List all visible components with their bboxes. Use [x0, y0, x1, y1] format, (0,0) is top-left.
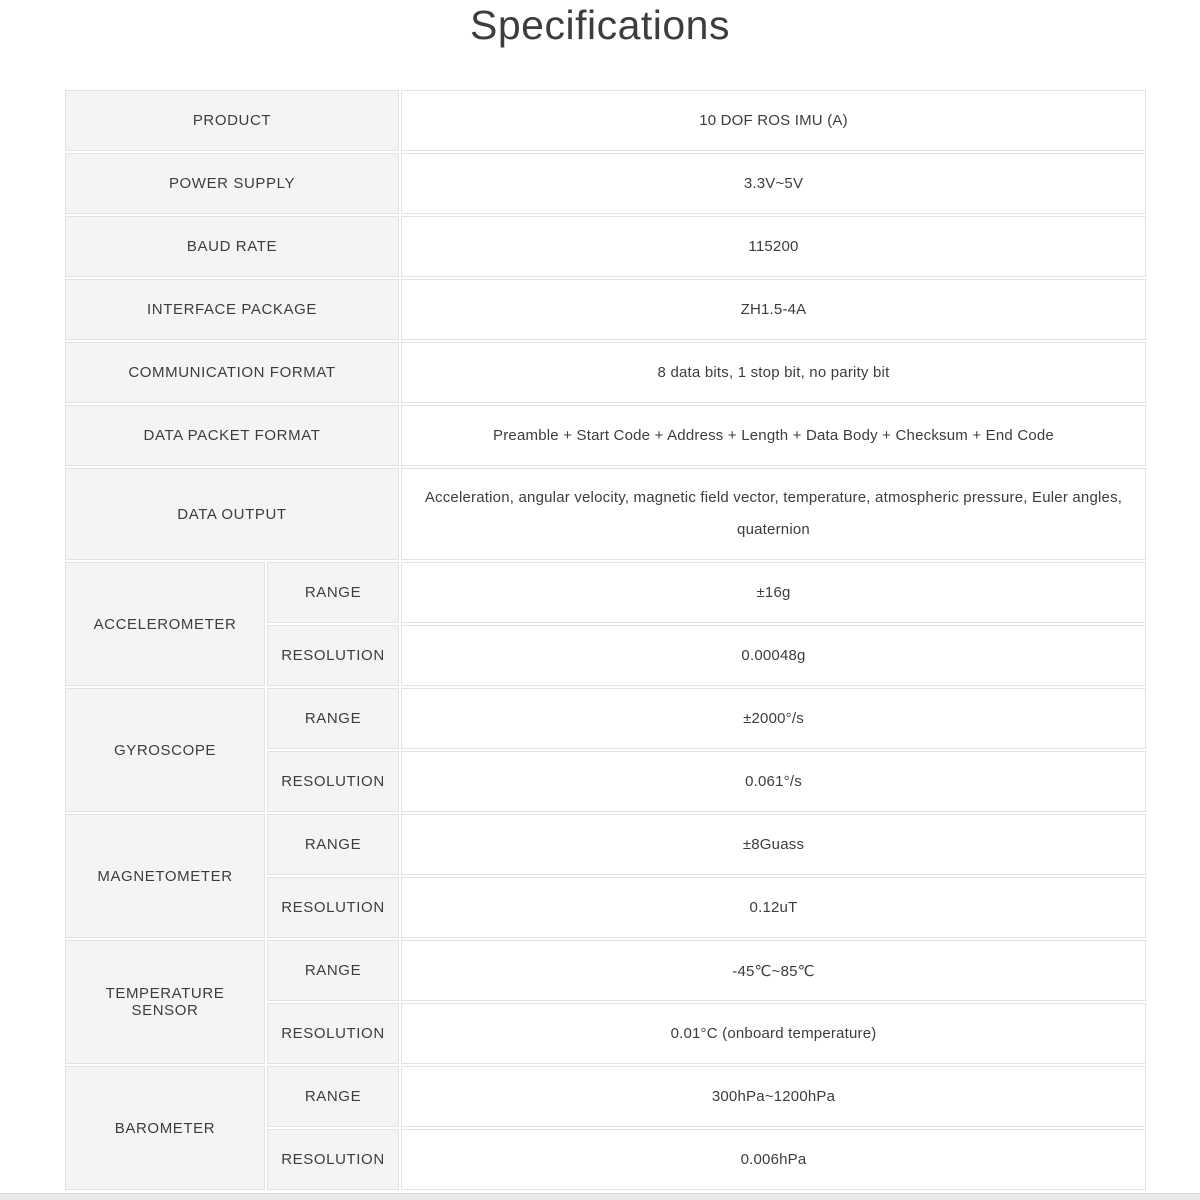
sensor-sub-label-cell: RESOLUTION — [267, 1129, 399, 1190]
spec-value-cell: 300hPa~1200hPa — [401, 1066, 1146, 1127]
table-row — [65, 562, 1146, 623]
spec-value-cell: 0.061°/s — [401, 751, 1146, 812]
table-row — [65, 468, 1146, 560]
table-row — [65, 814, 1146, 875]
spec-value-cell: ±8Guass — [401, 814, 1146, 875]
sensor-group-cell: MAGNETOMETER — [65, 814, 265, 938]
sensor-sub-label-cell: RANGE — [267, 814, 399, 875]
sensor-group-cell: BAROMETER — [65, 1066, 265, 1190]
spec-value-cell: Preamble + Start Code + Address + Length + Data Body + Checksum + End Code — [401, 405, 1146, 466]
spec-label-cell: PRODUCT — [65, 90, 399, 151]
sensor-sub-label-cell: RANGE — [267, 562, 399, 623]
spec-label-cell: BAUD RATE — [65, 216, 399, 277]
spec-value-cell: 115200 — [401, 216, 1146, 277]
sensor-sub-label-cell: RESOLUTION — [267, 1003, 399, 1064]
sensor-sub-label-cell: RESOLUTION — [267, 751, 399, 812]
table-row — [65, 279, 1146, 340]
sensor-group-cell: ACCELEROMETER — [65, 562, 265, 686]
sensor-sub-label-cell: RANGE — [267, 940, 399, 1001]
page-bottom-edge — [0, 1193, 1200, 1200]
table-row — [65, 940, 1146, 1001]
sensor-sub-label-cell: RANGE — [267, 688, 399, 749]
specifications-table — [63, 88, 1148, 1192]
spec-label-cell: DATA OUTPUT — [65, 468, 399, 560]
table-row — [65, 342, 1146, 403]
table-row — [65, 1066, 1146, 1127]
table-row — [65, 90, 1146, 151]
page-title: Specifications — [470, 2, 730, 48]
spec-label-cell: DATA PACKET FORMAT — [65, 405, 399, 466]
table-row — [65, 688, 1146, 749]
spec-label-cell: POWER SUPPLY — [65, 153, 399, 214]
spec-value-cell: Acceleration, angular velocity, magnetic field vector, temperature, atmospheric pressure, Euler angles, quaternion — [401, 468, 1146, 560]
sensor-sub-label-cell: RESOLUTION — [267, 877, 399, 938]
spec-value-cell: 0.01°C (onboard temperature) — [401, 1003, 1146, 1064]
sensor-sub-label-cell: RESOLUTION — [267, 625, 399, 686]
spec-label-cell: INTERFACE PACKAGE — [65, 279, 399, 340]
spec-value-cell: 10 DOF ROS IMU (A) — [401, 90, 1146, 151]
spec-label-cell: COMMUNICATION FORMAT — [65, 342, 399, 403]
sensor-sub-label-cell: RANGE — [267, 1066, 399, 1127]
table-row — [65, 405, 1146, 466]
spec-value-cell: 0.006hPa — [401, 1129, 1146, 1190]
sensor-group-cell: TEMPERATURE SENSOR — [65, 940, 265, 1064]
table-row — [65, 153, 1146, 214]
spec-value-cell: ±2000°/s — [401, 688, 1146, 749]
spec-value-cell: 8 data bits, 1 stop bit, no parity bit — [401, 342, 1146, 403]
spec-value-cell: -45℃~85℃ — [401, 940, 1146, 1001]
spec-value-cell: ±16g — [401, 562, 1146, 623]
sensor-group-cell: GYROSCOPE — [65, 688, 265, 812]
spec-value-cell: 0.00048g — [401, 625, 1146, 686]
spec-value-cell: 3.3V~5V — [401, 153, 1146, 214]
spec-value-cell: 0.12uT — [401, 877, 1146, 938]
spec-value-cell: ZH1.5-4A — [401, 279, 1146, 340]
table-row — [65, 216, 1146, 277]
